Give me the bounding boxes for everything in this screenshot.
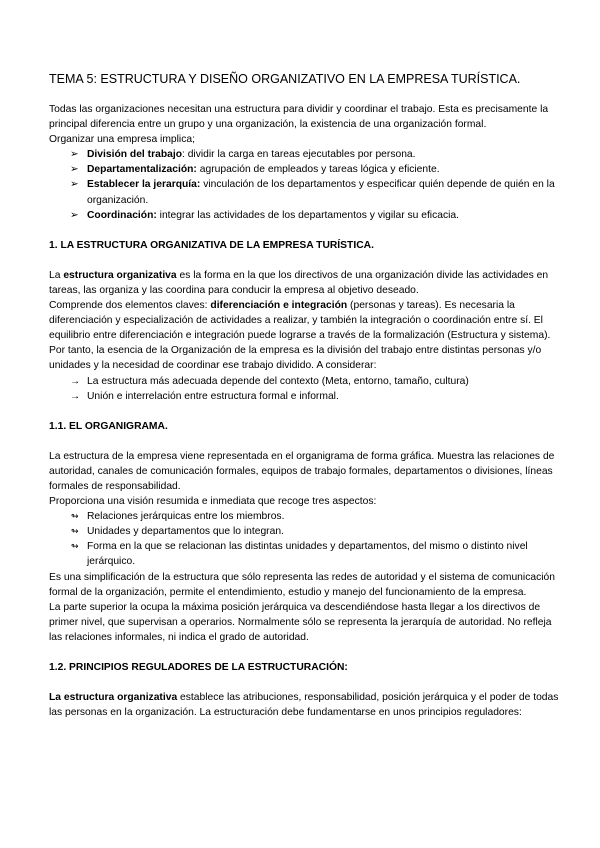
arrowhead-bullet-icon: ➢ — [70, 209, 79, 221]
list-item: ↬ Forma en la que se relacionan las distintas unidades y departamentos, del mismo o distinto nivel jerárquico. — [71, 541, 528, 568]
intro-list — [49, 147, 561, 222]
list-item — [49, 147, 561, 162]
intro-paragraph: Todas las organizaciones necesitan una estructura para dividir y coordinar el trabajo. Esta es precisamente la principal diferencia entre un grupo y una organización, la existencia de una organización formal. — [49, 104, 549, 131]
list-item-desc: : dividir la carga en tareas ejecutables por persona. — [181, 149, 416, 161]
curved-arrow-icon: ↬ — [71, 526, 79, 537]
section-paragraph: Proporciona una visión resumida e inmediata que recoge tres aspectos: — [49, 496, 377, 508]
section-paragraph: Comprende dos elementos claves: diferenciación e integración (personas y tareas). Es necesaria la diferenciación y especialización de actividades a realizar, y también la integración o coordinación entre sí. El equilibrio entre diferenciación e integración puede lograrse a través de la formalización (Estructura y sistema). — [49, 300, 551, 342]
curved-arrow-icon: ↬ — [71, 511, 79, 522]
list-item-desc: agrupación de empleados y tareas lógica y eficiente. — [196, 164, 440, 176]
section-paragraph: La estructura de la empresa viene representada en el organigrama de forma gráfica. Muestra las relaciones de autoridad, canales de comunicación formales, equipos de trabajo formales, departamentos o divisiones, líneas formales de responsabilidad. — [49, 450, 555, 492]
arrowhead-bullet-icon: ➢ — [70, 149, 79, 161]
list-item-term: Departamentalización: — [87, 164, 197, 176]
section-heading: 1. LA ESTRUCTURA ORGANIZATIVA DE LA EMPRESA TURÍSTICA. — [49, 239, 374, 251]
section-paragraph: La estructura organizativa establece las atribuciones, responsabilidad, posición jerárquica y el poder de todas las personas en la organización. La estructuración debe fundamentarse en unos principios reguladores: — [49, 692, 559, 719]
list-item-term: Coordinación: — [87, 209, 157, 221]
context-list — [49, 374, 561, 404]
list-item-desc: vinculación de los departamentos y especificar quién depende de quién en la organización. — [87, 179, 555, 206]
arrowhead-bullet-icon: ➢ — [70, 164, 79, 176]
list-item: → Unión e interrelación entre estructura formal e informal. — [49, 389, 561, 404]
list-item: → La estructura más adecuada depende del contexto (Meta, entorno, tamaño, cultura) — [49, 374, 561, 389]
list-item — [49, 177, 561, 207]
document-body — [49, 102, 561, 720]
list-item — [49, 162, 561, 177]
arrow-right-icon: → — [70, 390, 81, 402]
section-paragraph: Es una simplificación de la estructura que sólo representa las redes de autoridad y el sistema de comunicación formal de la organización, permite el entendimiento, estudio y manejo del funcionamiento de la empresa. — [49, 571, 555, 598]
list-item: ↬ Relaciones jerárquicas entre los miembros. — [49, 509, 561, 524]
section-heading: 1.2. PRINCIPIOS REGULADORES DE LA ESTRUCTURACIÓN: — [49, 662, 348, 673]
list-item-term: División del trabajo — [87, 149, 182, 161]
list-item — [49, 208, 561, 223]
list-item-term: Establecer la jerarquía: — [87, 179, 201, 191]
intro-paragraph-2: Organizar una empresa implica; — [49, 134, 195, 146]
document-title: TEMA 5: ESTRUCTURA Y DISEÑO ORGANIZATIVO EN LA EMPRESA TURÍSTICA. — [49, 72, 521, 86]
curved-arrow-icon: ↬ — [71, 541, 79, 552]
list-item: ↬ Unidades y departamentos que lo integran. — [49, 524, 561, 539]
section-paragraph: Por tanto, la esencia de la Organización de la empresa es la división del trabajo entre distintas personas y/o unidades y la necesidad de coordinar ese trabajo dividido. A considerar: — [49, 345, 542, 372]
arrowhead-bullet-icon: ➢ — [70, 179, 79, 191]
section-paragraph: La estructura organizativa es la forma en la que los directivos de una organización divide las actividades en tareas, las organiza y las coordina para conducir la empresa al objetivo deseado. — [49, 269, 549, 296]
section-heading: 1.1. EL ORGANIGRAMA. — [49, 420, 168, 432]
list-item-desc: integrar las actividades de los departamentos y vigilar su eficacia. — [156, 209, 459, 221]
arrow-right-icon: → — [70, 375, 81, 387]
section-paragraph: La parte superior la ocupa la máxima posición jerárquica va descendiéndose hasta llegar a los directivos de primer nivel, que supervisan a operarios. Normalmente sólo se representa la jerarquía de autoridad. No refleja las relaciones informales, ni indica el grado de autoridad. — [49, 601, 552, 643]
aspects-list — [49, 509, 561, 569]
